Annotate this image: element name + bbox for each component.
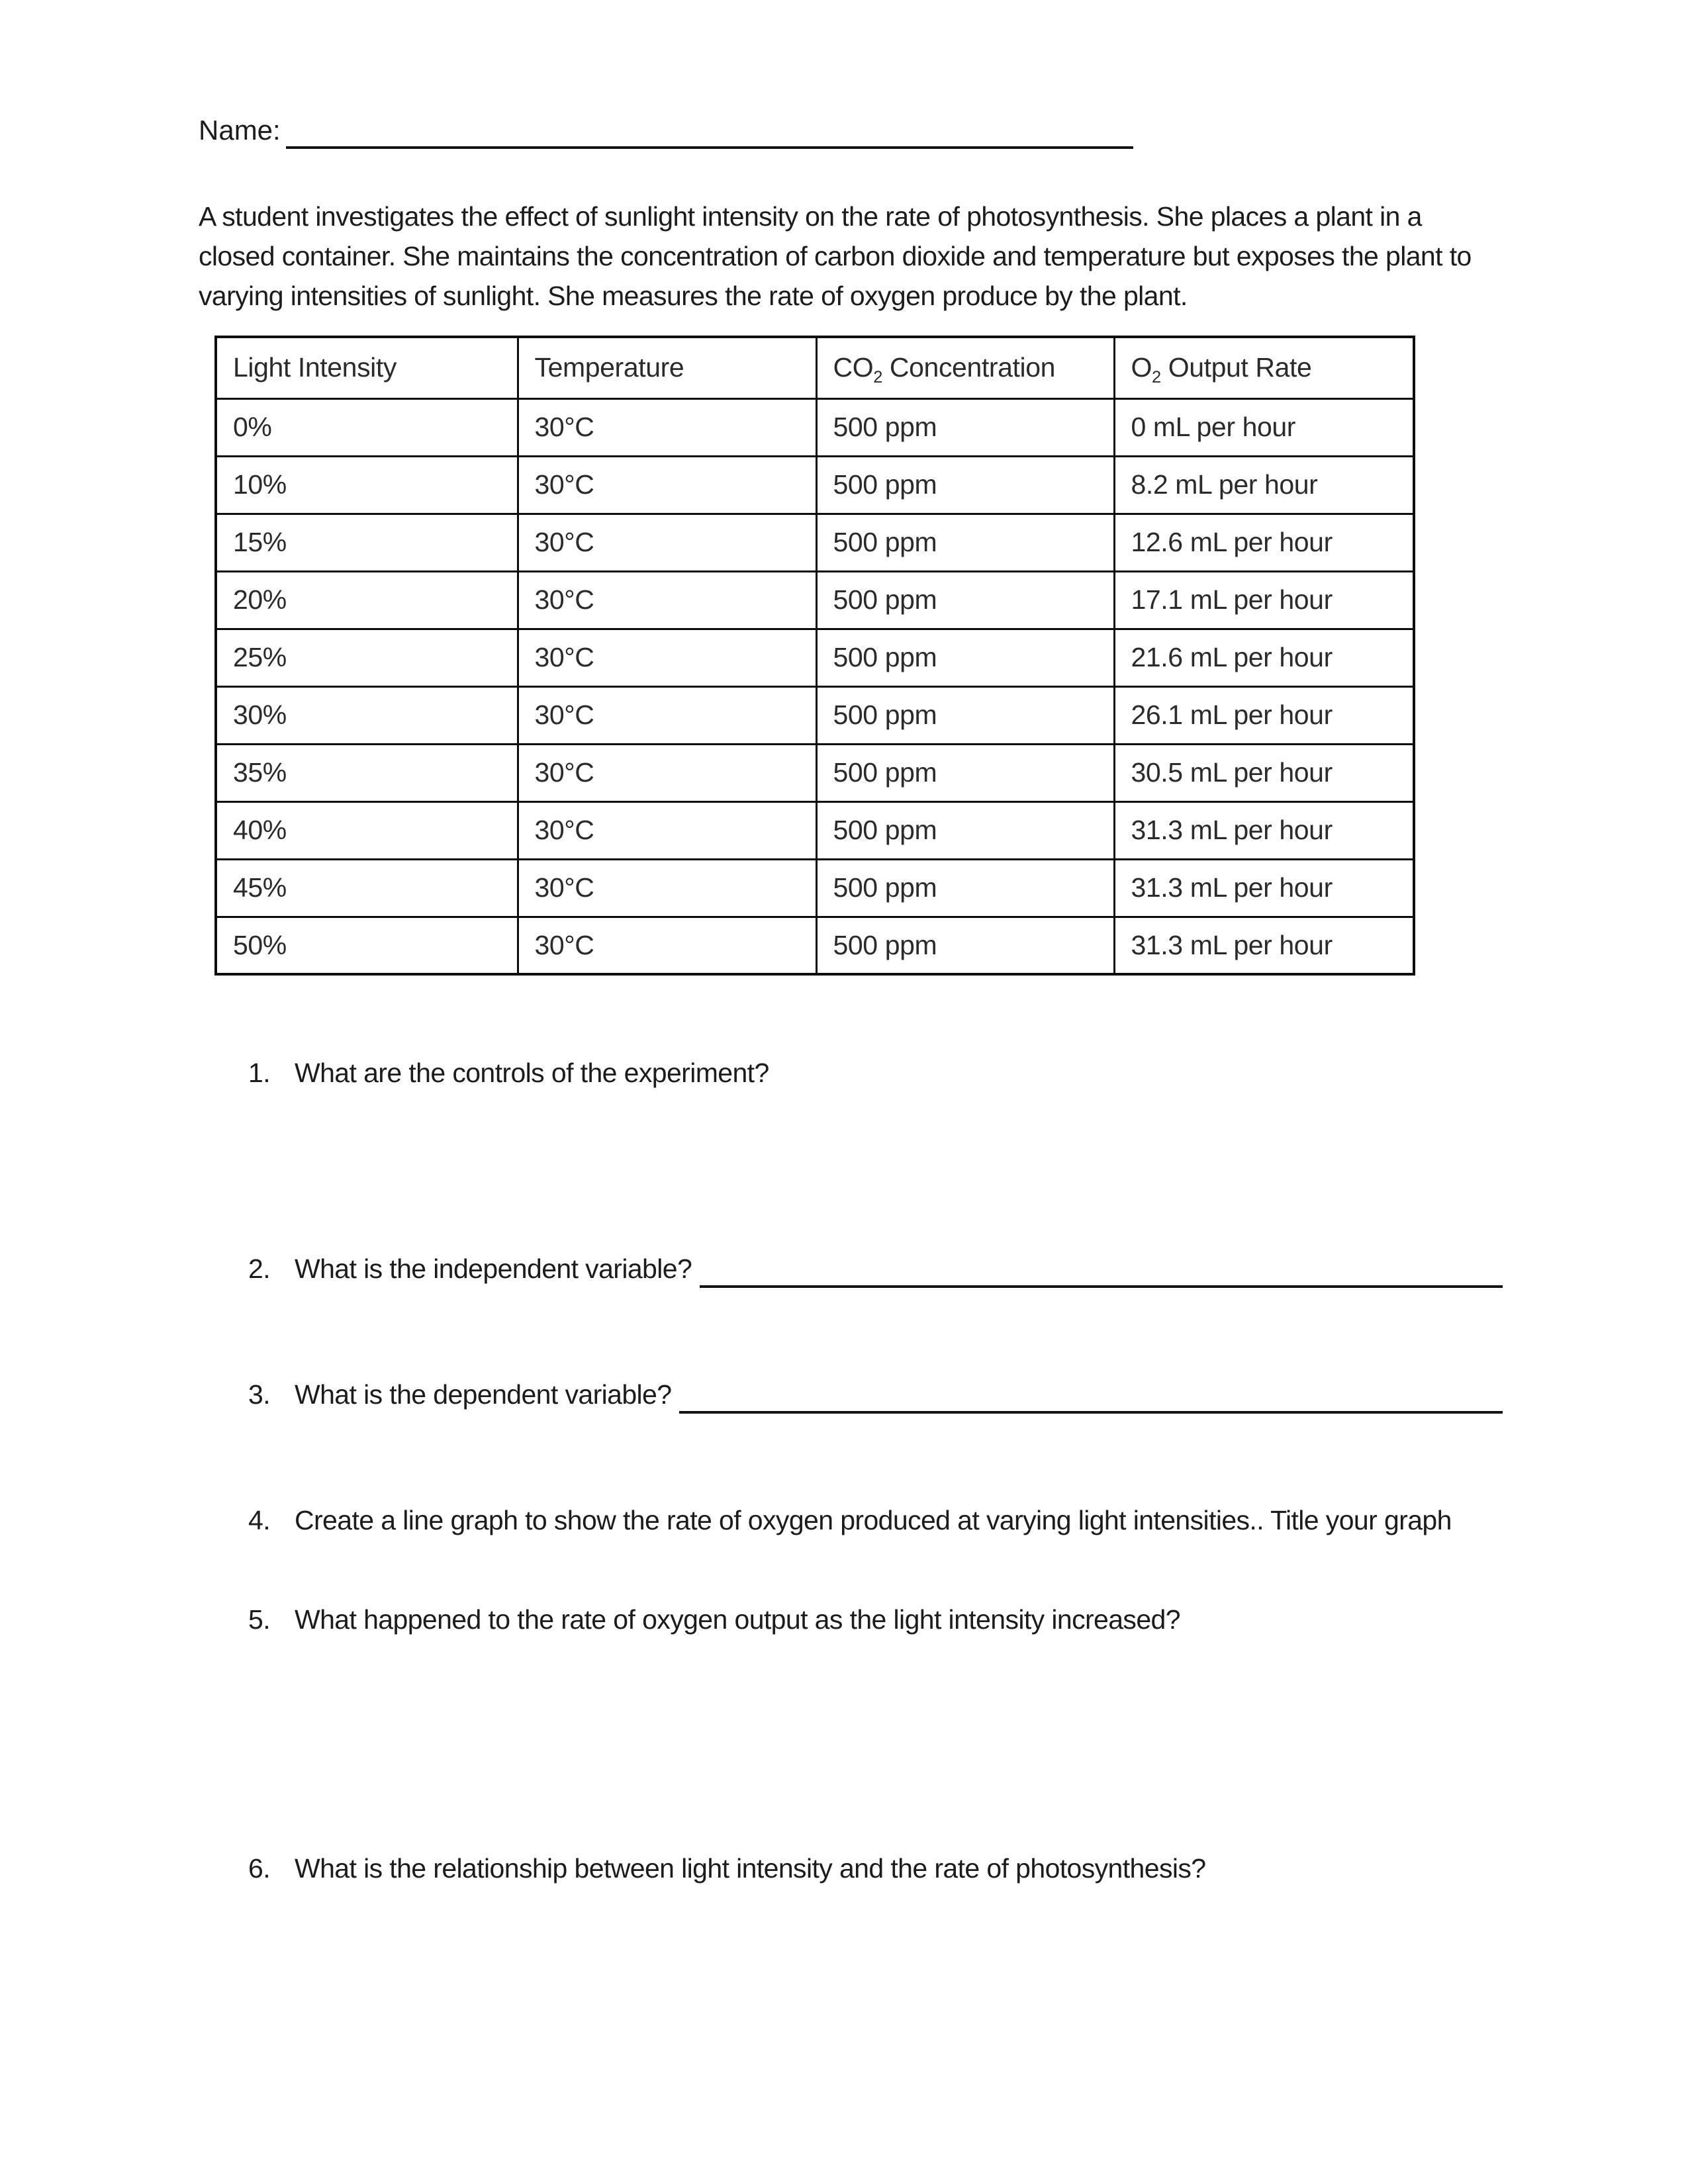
table-row	[216, 629, 1414, 686]
question-text: What are the controls of the experiment?	[295, 1058, 769, 1088]
question-text: What happened to the rate of oxygen output as the light intensity increased?	[295, 1604, 1180, 1635]
table-cell: 45%	[216, 859, 518, 917]
question-6	[248, 1849, 1506, 1888]
table-cell: 30°C	[518, 744, 816, 801]
question-2	[248, 1250, 1506, 1288]
name-row	[199, 109, 1489, 149]
question-number: 4.	[248, 1505, 270, 1535]
name-label: Name:	[199, 114, 281, 146]
table-cell: 500 ppm	[816, 571, 1114, 629]
question-number: 3.	[248, 1379, 270, 1410]
column-header-o2-output-rate: $O_2$ Output Rate	[1114, 337, 1414, 398]
table-cell: 30°C	[518, 629, 816, 686]
table-cell: 35%	[216, 744, 518, 801]
question-text: Create a line graph to show the rate of oxygen produced at varying light intensities.. Title your graph	[295, 1505, 1452, 1535]
table-cell: 21.6 mL per hour	[1114, 629, 1414, 686]
table-cell: 30°C	[518, 571, 816, 629]
question-text: What is the independent variable?	[295, 1253, 692, 1284]
table-cell: 30°C	[518, 801, 816, 859]
table-cell: 30°C	[518, 398, 816, 456]
table-cell: 30°C	[518, 859, 816, 917]
table-cell: 500 ppm	[816, 629, 1114, 686]
table-cell: 12.6 mL per hour	[1114, 514, 1414, 571]
table-cell: 31.3 mL per hour	[1114, 917, 1414, 974]
question-1	[248, 1054, 1506, 1092]
question-number: 5.	[248, 1604, 270, 1635]
table-row	[216, 859, 1414, 917]
intro-paragraph: A student investigates the effect of sunlight intensity on the rate of photosynthesis. She places a plant in a closed container. She maintains the concentration of carbon dioxide and temperature but exposes the plant to varying intensities of sunlight. She measures the rate of oxygen produce by the plant.	[199, 201, 1472, 311]
question-text: What is the relationship between light intensity and the rate of photosynthesis?	[295, 1853, 1206, 1884]
table-cell: 20%	[216, 571, 518, 629]
table-cell: 30°C	[518, 514, 816, 571]
table-cell: 500 ppm	[816, 686, 1114, 744]
table-cell: 31.3 mL per hour	[1114, 801, 1414, 859]
table-row	[216, 398, 1414, 456]
question-3	[248, 1375, 1506, 1414]
table-row	[216, 456, 1414, 514]
column-header-light-intensity: Light Intensity	[216, 337, 518, 398]
table-cell: 50%	[216, 917, 518, 974]
question-5	[248, 1600, 1506, 1639]
table-cell: 0%	[216, 398, 518, 456]
table-cell: 10%	[216, 456, 518, 514]
table-cell: 500 ppm	[816, 801, 1114, 859]
table-cell: 30.5 mL per hour	[1114, 744, 1414, 801]
question-number: 6.	[248, 1853, 270, 1884]
table-row	[216, 514, 1414, 571]
table-cell: 500 ppm	[816, 398, 1114, 456]
table-cell: 25%	[216, 629, 518, 686]
question-number: 1.	[248, 1058, 270, 1088]
table-row	[216, 744, 1414, 801]
table-row	[216, 801, 1414, 859]
table-cell: 26.1 mL per hour	[1114, 686, 1414, 744]
column-header-temperature: Temperature	[518, 337, 816, 398]
table-cell: 500 ppm	[816, 859, 1114, 917]
table-cell: 17.1 mL per hour	[1114, 571, 1414, 629]
table-cell: 8.2 mL per hour	[1114, 456, 1414, 514]
question-4	[248, 1501, 1506, 1539]
table-cell: 31.3 mL per hour	[1114, 859, 1414, 917]
column-header-co2-concentration: $CO_2$ Concentration	[816, 337, 1114, 398]
table-cell: 500 ppm	[816, 456, 1114, 514]
table-cell: 30°C	[518, 456, 816, 514]
table-cell: 40%	[216, 801, 518, 859]
table-row	[216, 571, 1414, 629]
questions-list	[248, 1054, 1506, 1888]
question-text: What is the dependent variable?	[295, 1379, 672, 1410]
table-cell: 500 ppm	[816, 744, 1114, 801]
name-blank-line	[286, 118, 1133, 149]
question-number: 2.	[248, 1253, 270, 1284]
answer-blank-line	[700, 1257, 1503, 1288]
table-row	[216, 917, 1414, 974]
table-cell: 500 ppm	[816, 917, 1114, 974]
answer-blank-line	[679, 1383, 1503, 1414]
table-cell: 30°C	[518, 686, 816, 744]
table-cell: 500 ppm	[816, 514, 1114, 571]
experiment-data-table	[214, 336, 1415, 976]
table-cell: 30%	[216, 686, 518, 744]
table-header-row	[216, 337, 1414, 398]
table-cell: 30°C	[518, 917, 816, 974]
table-cell: 15%	[216, 514, 518, 571]
table-row	[216, 686, 1414, 744]
table-cell: 0 mL per hour	[1114, 398, 1414, 456]
